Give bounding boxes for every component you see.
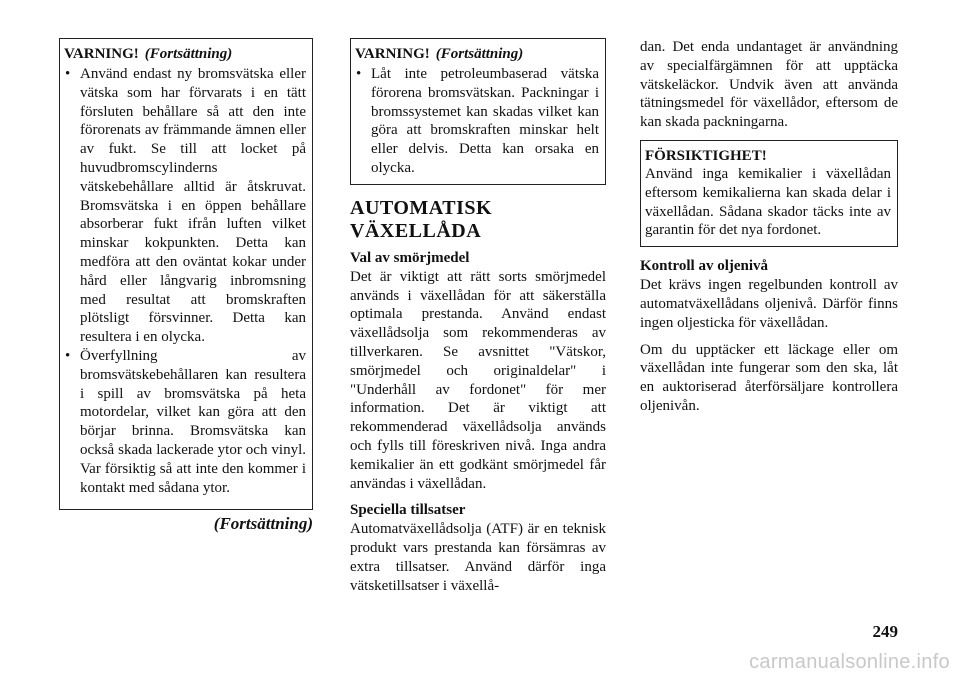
paragraph-additives: Automatväxellådsolja (ATF) är en teknisk produkt vars prestanda kan försämras av extra tillsatser. Använd därför inga vätsketillsatser i växellå- [350,521,606,594]
caution-text: Använd inga kemikalier i växellådan eftersom kemikalierna kan skada delar i växellådan. Sådana skador täcks inte av garantin för det nya fordonet. [645,165,891,239]
warning-bullet: • Använd endast ny bromsvätska eller vätska som har förvarats i en tätt försluten behållare så att den inte förorenats av främmande ämnen eller av fukt. Se till att locket på huvudbromscylinderns vätskebehållare alltid är åtskruvat. Bromsvätska i en öppen behållare absorberar fukt ifrån luften vilket minskar kokpunkten. Detta kan medföra att den oväntat kokar under hård eller långvarig inbromsning med resultat att bromskraften plötsligt försvinner. Detta kan resultera i en olycka. [64,65,306,347]
warning-bullet-list [64,65,306,497]
warning-subtitle: (Fortsättning) [144,46,233,62]
paragraph-additives-continued: dan. Det enda undantaget är användning av specialfärgämnen för att upptäcka vätskeläckor. Undvik även att använda tätningsmedel för växellådor, eftersom de kan skada packningarna. [640,39,898,131]
watermark: carmanualsonline.info [749,651,950,673]
left-column [59,38,313,534]
page-number: 249 [872,622,898,641]
warning-heading [64,45,306,63]
subheading-lubricant: Val av smörjmedel [350,249,470,266]
section-title-line: VÄXELLÅDA [350,219,482,242]
middle-column [350,38,606,604]
warning-bullet: • Överfyllning av bromsvätskebehållaren kan resultera i spill av bromsvätska på heta motordelar, vilket kan göra att den börjar brinna. Bromsvätska kan också skada lackerade ytor och vinyl. Var försiktig så att inte den kommer i kontakt med sådana ytor. [64,347,306,497]
paragraph-lubricant: Det är viktigt att rätt sorts smörjmedel används i växellådan för att säkerställa optimala prestanda. Använd endast växellådsolja som rekommenderas av tillverkaren. Se avsnittet "Vätskor, smörjmedel och originaldelar" i "Underhåll av fordonet" för mer information. Det är viktigt att rekommenderad växellådsolja används och fylls till föreskriven nivå. Inga andra kemikalier än ett godkänt smörjmedel får användas i växellådan. [350,268,606,492]
right-column [640,38,898,424]
subheading-oil-level: Kontroll av oljenivå [640,258,769,275]
warning-subtitle: (Fortsättning) [435,46,524,62]
warning-title: VARNING! [355,46,430,62]
warning-heading [355,45,599,63]
warning-title: VARNING! [64,46,139,62]
section-title-line: AUTOMATISK [350,196,493,219]
paragraph-leak: Om du upptäcker ett läckage eller om växellådan inte fungerar som den ska, låt en auktoriserad återförsäljare kontrollera oljenivån. [640,341,898,414]
warning-box-end [350,38,606,185]
caution-title: FÖRSIKTIGHET! [645,147,767,164]
caution-box [640,140,898,247]
paragraph-oil-level: Det krävs ingen regelbunden kontroll av automatväxellådans oljenivå. Därför finns ingen oljesticka för växellådan. [640,277,898,331]
subheading-additives: Speciella tillsatser [350,502,466,519]
warning-bullet-list [355,65,599,178]
warning-bullet: • Låt inte petroleumbaserad vätska förorena bromsvätskan. Packningar i bromssystemet kan skadas vilket kan göra att bromskraften minskar helt eller delvis. Detta kan orsaka en olycka. [355,65,599,178]
warning-box-continued [59,38,313,510]
section-title [350,197,606,243]
continued-label: (Fortsättning) [213,514,313,533]
